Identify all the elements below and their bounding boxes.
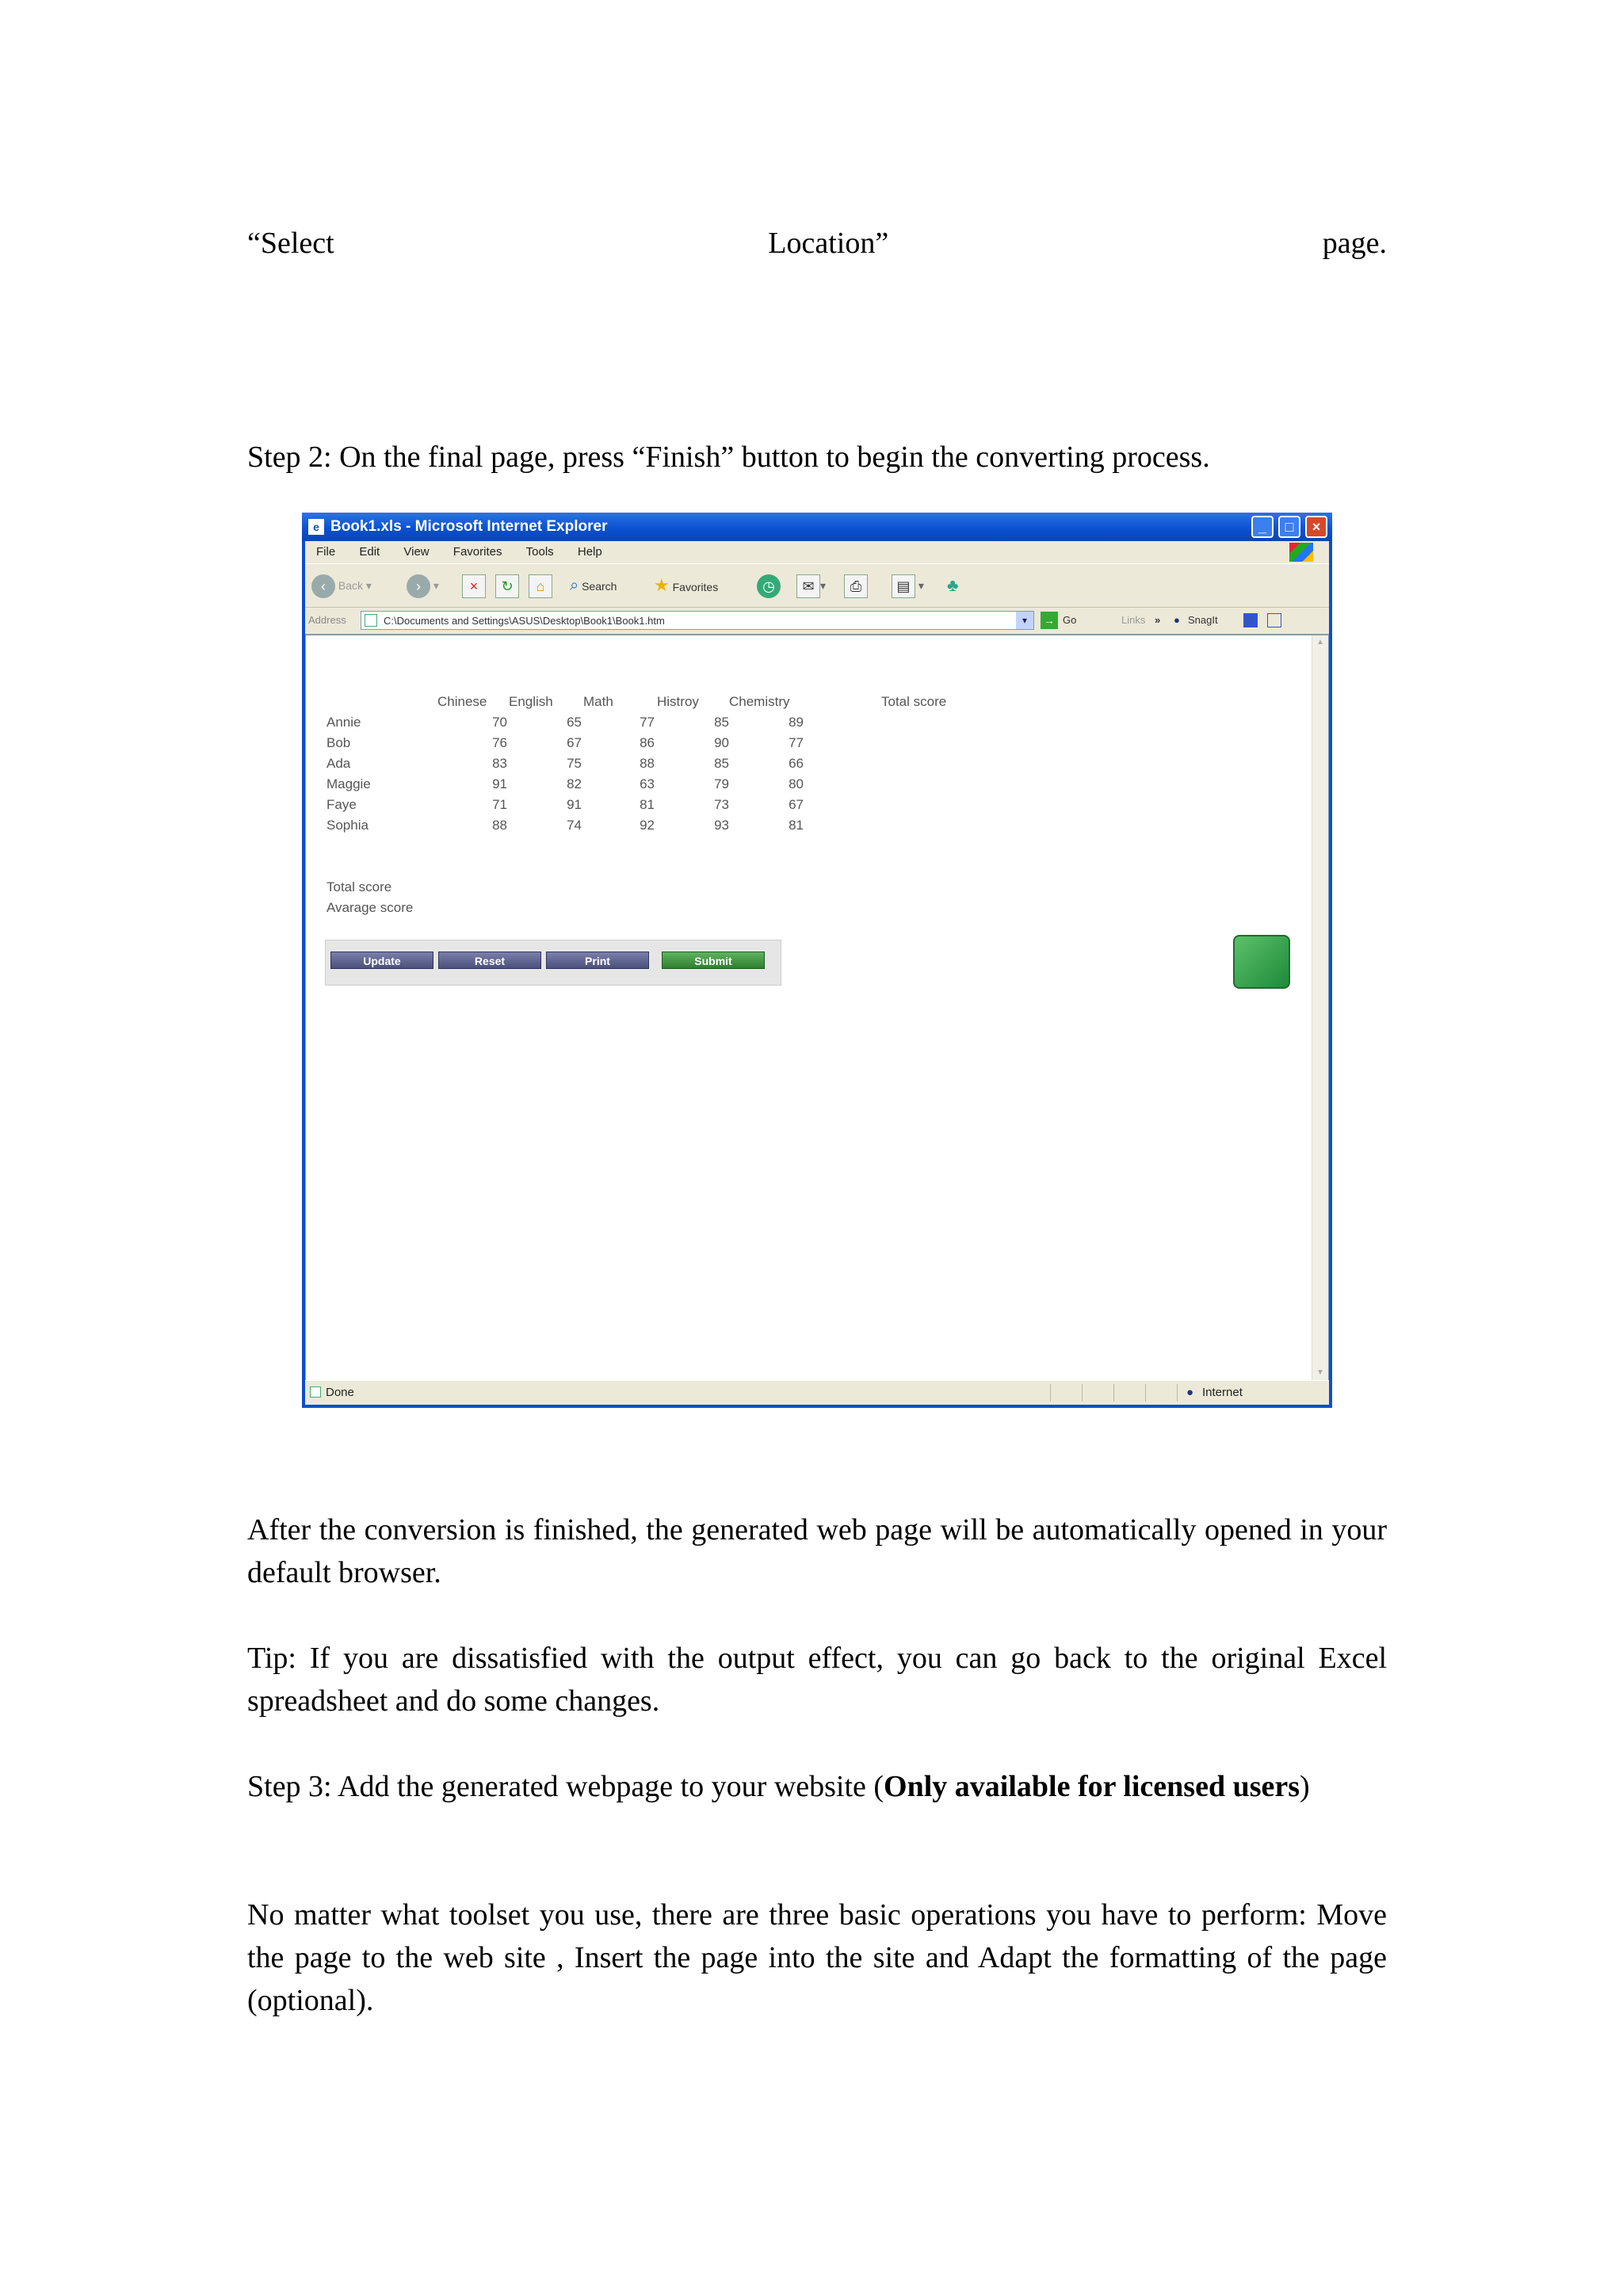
- search-button[interactable]: [570, 574, 617, 597]
- cell-value: 71: [492, 797, 507, 812]
- step-3-bold-note: Only available for licensed users: [884, 1770, 1300, 1803]
- menu-help[interactable]: Help: [577, 545, 602, 559]
- print-icon: ⎙: [844, 574, 868, 598]
- mail-icon: ✉: [796, 574, 820, 598]
- cell-value: 93: [714, 818, 729, 833]
- go-label[interactable]: Go: [1063, 614, 1077, 626]
- cell-value: 67: [789, 797, 804, 812]
- zone-text: Internet: [1202, 1386, 1243, 1399]
- standard-toolbar: [305, 563, 1329, 608]
- cell-value: 89: [789, 715, 804, 730]
- favorites-button[interactable]: [654, 574, 718, 597]
- reset-button[interactable]: Reset: [438, 952, 541, 969]
- forward-button[interactable]: › ▾: [407, 574, 439, 597]
- home-icon: ⌂: [529, 574, 552, 598]
- history-icon: ◷: [757, 574, 781, 598]
- address-label: Address: [308, 614, 346, 626]
- cell-value: 73: [714, 797, 729, 812]
- form-button-bar: [325, 940, 781, 986]
- after-conversion-paragraph: After the conversion is finished, the generated web page will be automatically opened in your default browser.: [247, 1513, 1387, 1589]
- window-title: Book1.xls - Microsoft Internet Explorer: [330, 518, 608, 535]
- cell-value: 82: [567, 776, 582, 791]
- step-2-text: Step 2: On the final page, press “Finish” button to begin the converting process.: [247, 441, 1210, 474]
- line1-word-3: page.: [1322, 227, 1387, 260]
- cell-value: 83: [492, 756, 507, 771]
- cell-value: 67: [567, 735, 582, 750]
- average-score-label: Avarage score: [327, 900, 414, 915]
- total-score-label: Total score: [327, 879, 392, 894]
- menu-bar: [305, 541, 1329, 563]
- address-value: C:\Documents and Settings\ASUS\Desktop\Book1\Book1.htm: [384, 615, 665, 627]
- cell-value: 74: [567, 818, 582, 833]
- header-math: Math: [583, 694, 613, 709]
- stop-icon: ×: [462, 574, 486, 598]
- row-name: Maggie: [327, 776, 371, 791]
- home-button[interactable]: [529, 574, 552, 597]
- ie-logo-icon: e: [308, 519, 324, 535]
- mail-button[interactable]: ✉ ▾: [796, 574, 826, 597]
- header-total-score: Total score: [881, 694, 947, 709]
- edit-button[interactable]: ▤ ▾: [892, 574, 924, 597]
- cell-value: 88: [640, 756, 655, 771]
- search-icon: ⌕: [570, 577, 579, 594]
- links-label[interactable]: Links: [1121, 614, 1146, 626]
- step-3-prefix: Step 3: Add the generated webpage to your website (: [247, 1770, 884, 1803]
- line1-word-1: “Select: [247, 227, 334, 260]
- favorites-label: Favorites: [672, 581, 719, 593]
- star-icon: ★: [654, 575, 670, 595]
- internet-zone-icon: ●: [1186, 1386, 1194, 1399]
- cell-value: 66: [789, 756, 804, 771]
- close-button[interactable]: ×: [1305, 516, 1327, 538]
- cell-value: 77: [789, 735, 804, 750]
- cell-value: 91: [492, 776, 507, 791]
- cell-value: 81: [789, 818, 804, 833]
- print-button[interactable]: [844, 574, 868, 597]
- row-name: Bob: [327, 735, 351, 750]
- address-dropdown-icon[interactable]: ▾: [1016, 612, 1033, 629]
- cell-value: 90: [714, 735, 729, 750]
- refresh-icon: ↻: [495, 574, 519, 598]
- forward-arrow-icon: ›: [407, 574, 430, 598]
- row-name: Annie: [327, 715, 361, 730]
- back-arrow-icon: ‹: [311, 574, 335, 598]
- back-button[interactable]: ‹ Back ▾: [311, 574, 372, 597]
- update-button[interactable]: Update: [330, 952, 433, 969]
- stop-button[interactable]: [462, 574, 486, 597]
- cell-value: 91: [567, 797, 582, 812]
- cell-value: 85: [714, 715, 729, 730]
- refresh-button[interactable]: [495, 574, 519, 597]
- header-chinese: Chinese: [437, 694, 487, 709]
- vertical-scrollbar[interactable]: [1312, 635, 1328, 1380]
- status-bar: [305, 1380, 1329, 1405]
- edit-icon: ▤: [892, 574, 915, 598]
- row-name: Faye: [327, 797, 357, 812]
- menu-edit[interactable]: Edit: [359, 545, 380, 559]
- page-content: [305, 635, 1329, 1381]
- go-arrow-icon[interactable]: →: [1041, 612, 1058, 629]
- menu-view[interactable]: View: [403, 545, 430, 559]
- cell-value: 79: [714, 776, 729, 791]
- address-input[interactable]: [361, 611, 1034, 630]
- menu-favorites[interactable]: Favorites: [453, 545, 502, 559]
- ie-client: [305, 541, 1329, 1405]
- line1-word-2: Location”: [768, 227, 889, 260]
- snagit-capture-icon[interactable]: [1243, 613, 1258, 627]
- minimize-button[interactable]: _: [1251, 516, 1274, 538]
- search-label: Search: [582, 580, 617, 593]
- submit-button[interactable]: Submit: [662, 952, 765, 969]
- print-form-button[interactable]: Print: [546, 952, 649, 969]
- menu-tools[interactable]: Tools: [525, 545, 554, 559]
- cell-value: 88: [492, 818, 507, 833]
- status-text: Done: [326, 1386, 354, 1399]
- cell-value: 80: [789, 776, 804, 791]
- windows-logo-icon: [1289, 543, 1313, 562]
- title-bar: [302, 513, 1332, 541]
- page-done-icon: [310, 1386, 321, 1398]
- scroll-up-arrow-icon[interactable]: ▲: [1316, 638, 1324, 646]
- cell-value: 75: [567, 756, 582, 771]
- row-name: Sophia: [327, 818, 369, 833]
- cell-value: 85: [714, 756, 729, 771]
- snagit-label[interactable]: SnagIt: [1188, 614, 1218, 626]
- messenger-icon: ♣: [947, 575, 959, 595]
- snagit-icon: ●: [1174, 614, 1180, 626]
- cell-value: 81: [640, 797, 655, 812]
- history-button[interactable]: [757, 574, 781, 597]
- chevron-right-icon[interactable]: »: [1155, 614, 1161, 626]
- snagit-settings-icon[interactable]: [1267, 613, 1281, 627]
- cell-value: 63: [640, 776, 655, 791]
- header-chemistry: Chemistry: [729, 694, 790, 709]
- header-history: Histroy: [657, 694, 699, 709]
- cell-value: 92: [640, 818, 655, 833]
- tip-paragraph: Tip: If you are dissatisfied with the output effect, you can go back to the original Excel spreadsheet and do some changes.: [247, 1642, 1387, 1718]
- address-bar: [305, 607, 1329, 635]
- cell-value: 76: [492, 735, 507, 750]
- excel-globe-icon: [1233, 935, 1290, 989]
- operations-paragraph: No matter what toolset you use, there are three basic operations you have to perform: Move the page to the web site , Insert the page into the site and Adapt the formatting of the page (optional).: [247, 1898, 1387, 2017]
- cell-value: 65: [567, 715, 582, 730]
- ie-window-screenshot: [302, 513, 1332, 1408]
- scroll-down-arrow-icon[interactable]: ▼: [1316, 1368, 1324, 1377]
- step-3-suffix: ): [1300, 1770, 1310, 1803]
- back-label: Back: [338, 579, 364, 592]
- header-english: English: [509, 694, 553, 709]
- row-name: Ada: [327, 756, 351, 771]
- cell-value: 77: [640, 715, 655, 730]
- step-3-paragraph: [247, 1765, 1387, 1808]
- page-icon: [365, 614, 377, 627]
- cell-value: 70: [492, 715, 507, 730]
- select-location-line: [247, 222, 1387, 265]
- cell-value: 86: [640, 735, 655, 750]
- menu-file[interactable]: File: [316, 545, 336, 559]
- maximize-button[interactable]: □: [1278, 516, 1300, 538]
- messenger-button[interactable]: [947, 574, 958, 597]
